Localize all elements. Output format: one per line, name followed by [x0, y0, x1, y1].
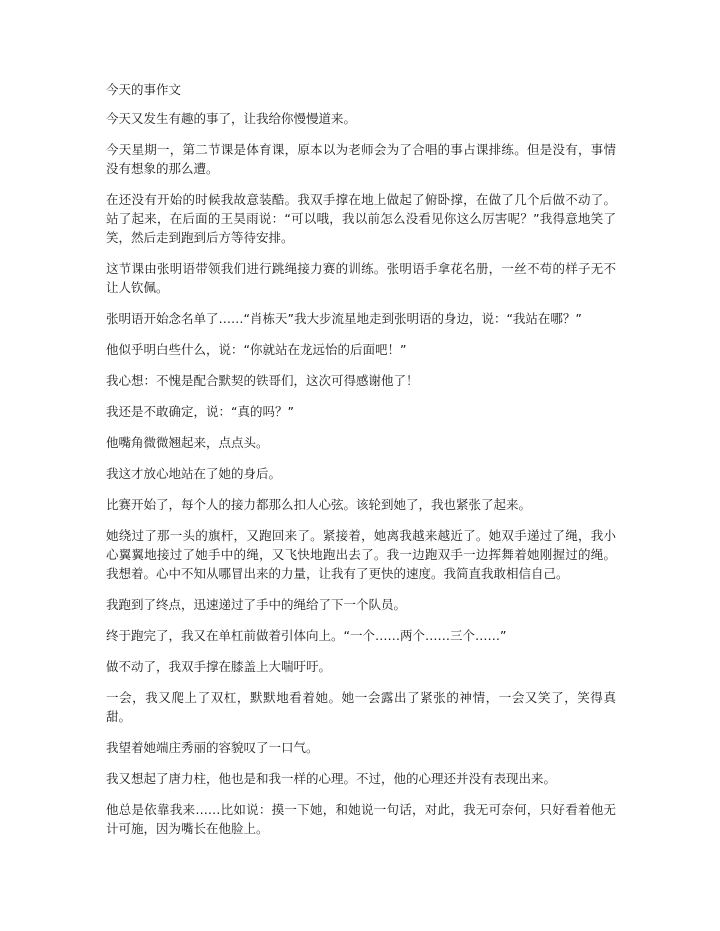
- paragraph: 他似乎明白些什么，说：“你就站在龙远怡的后面吧！”: [106, 342, 407, 357]
- paragraph: 我心想：不愧是配合默契的铁哥们，这次可得感谢他了！: [106, 373, 419, 388]
- paragraph: 张明语开始念名单了……“肖栋天”我大步流星地走到张明语的身边，说：“我站在哪？”: [106, 311, 582, 326]
- paragraph: 她绕过了那一头的旗杆，又跑回来了。紧接着，她离我越来越近了。她双手递过了绳，我小心翼翼地接过了她手中的绳，又飞快地跑出去了。我一边跑双手一边挥舞着她刚握过的绳。我想着。心中不知从哪冒出来的力量，让我有了更快的速度。我简直我敢相信自己。: [106, 528, 616, 581]
- paragraph: 做不动了，我双手撑在膝盖上大喘吁吁。: [106, 659, 332, 674]
- paragraph: 他总是依靠我来……比如说：摸一下她，和她说一句话，对此，我无可奈何，只好看着他无计可施，因为嘴长在他脸上。: [106, 802, 616, 836]
- paragraph: 今天又发生有趣的事了，让我给你慢慢道来。: [106, 111, 357, 126]
- paragraph: 比赛开始了，每个人的接力都那么扣人心弦。该轮到她了，我也紧张了起来。: [106, 497, 532, 512]
- paragraph: 这节课由张明语带领我们进行跳绳接力赛的训练。张明语手拿花名册，一丝不苟的样子无不让人钦佩。: [106, 261, 616, 295]
- paragraph: 我还是不敢确定，说：“真的吗？”: [106, 404, 294, 419]
- paragraph: 在还没有开始的时候我故意装酷。我双手撑在地上做起了俯卧撑，在做了几个后做不动了。站了起来，在后面的王昊雨说：“可以哦，我以前怎么没看见你这么厉害呢？”我得意地笑了笑，然后走到跑到后方等待安排。: [106, 192, 616, 245]
- paragraph: 我望着她端庄秀丽的容貌叹了一口气。: [106, 740, 319, 755]
- paragraph: 我跑到了终点，迅速递过了手中的绳给了下一个队员。: [106, 597, 407, 612]
- document-title: 今天的事作文: [106, 82, 182, 97]
- paragraph: 我这才放心地站在了她的身后。: [106, 466, 282, 481]
- document-page: [106, 80, 616, 850]
- paragraph: 他嘴角微微翘起来，点点头。: [106, 435, 269, 450]
- paragraph: 终于跑完了，我又在单杠前做着引体向上。“一个……两个……三个……”: [106, 628, 507, 643]
- paragraph: 一会，我又爬上了双杠，默默地看着她。她一会露出了紧张的神情，一会又笑了，笑得真甜。: [106, 690, 616, 724]
- paragraph: 我又想起了唐力柱，他也是和我一样的心理。不过，他的心理还并没有表现出来。: [106, 771, 557, 786]
- paragraph: 今天星期一，第二节课是体育课，原本以为老师会为了合唱的事占课排练。但是没有，事情没有想象的那么遭。: [106, 142, 616, 176]
